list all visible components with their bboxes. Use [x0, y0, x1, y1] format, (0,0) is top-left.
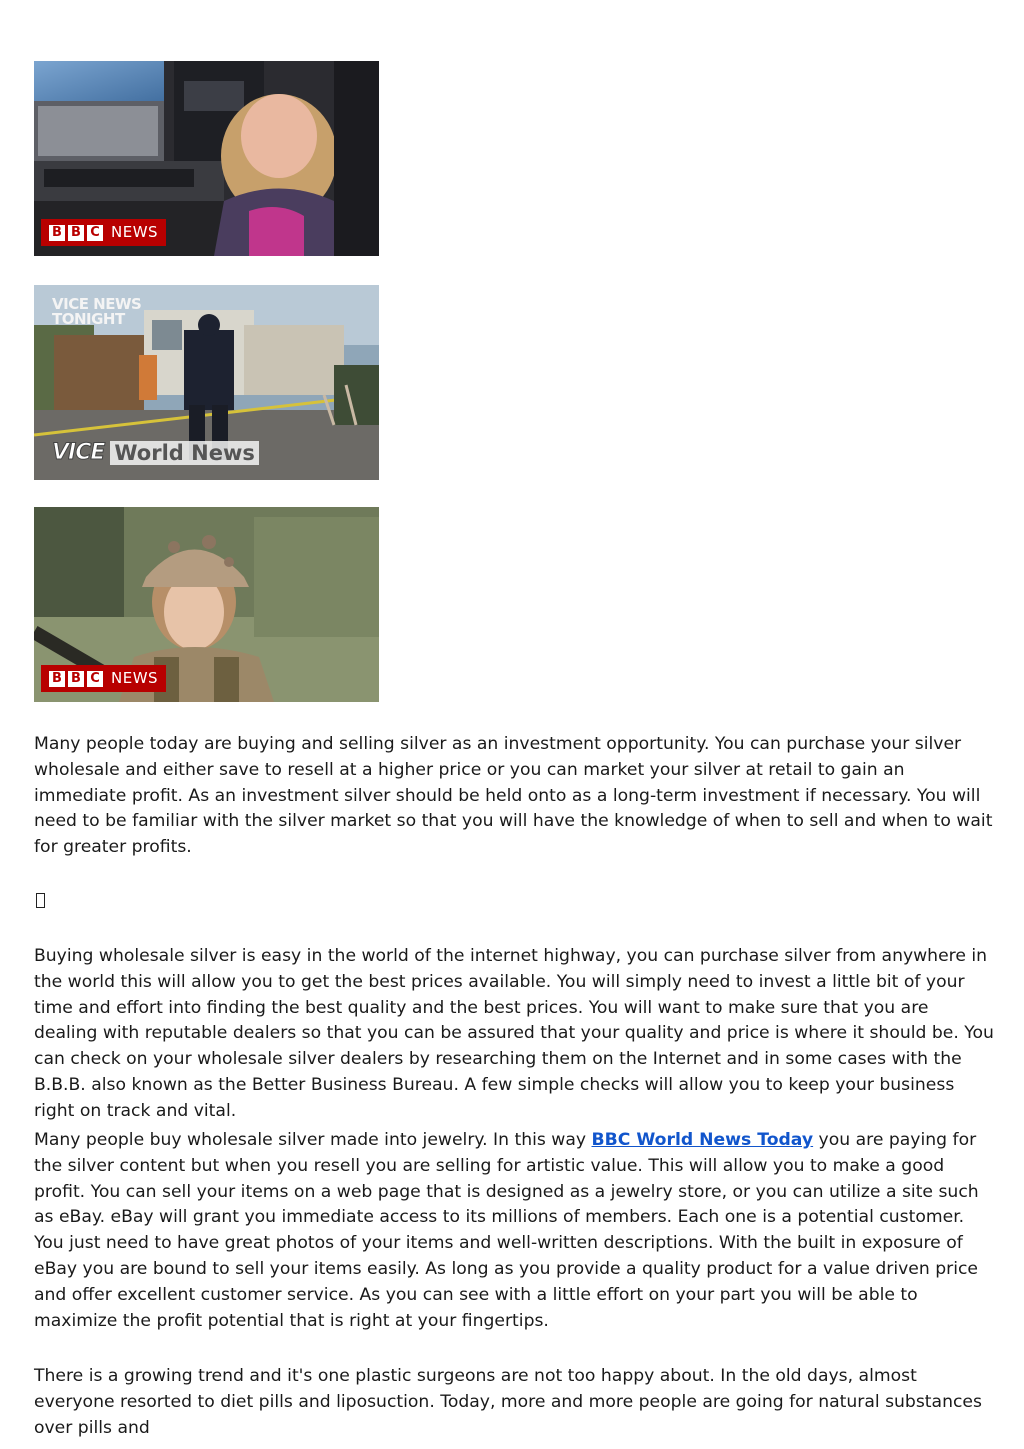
bbc-letter: B [49, 671, 65, 687]
vice-world-news-logo [52, 441, 259, 465]
bbc-news-logo [41, 665, 166, 692]
bbc-news-label: NEWS [111, 223, 159, 241]
news-thumbnail-3[interactable] [34, 507, 379, 702]
bbc-world-news-today-link[interactable]: BBC World News Today [591, 1130, 814, 1150]
bbc-news-label: NEWS [111, 669, 159, 687]
news-thumbnail-2[interactable] [34, 285, 379, 480]
vice-news-tonight-watermark: VICE NEWS TONIGHT [52, 295, 142, 328]
missing-glyph-char [36, 893, 37, 894]
missing-glyph-icon [36, 893, 45, 908]
bbc-letter: C [87, 671, 103, 687]
paragraph-3-end: you are paying for the silver content but when you resell you are selling for artistic value. This will allow you to make a good profit. You can sell your items on a web page that is designed as a jewelry store, or you can utilize a site such as eBay. eBay will grant you immediate access to its millions of members. Each one is a potential customer. You just need to have great photos of your items and well-written descriptions. With the built in exposure of eBay you are bound to sell your items easily. As long as you provide a quality product for a value driven price and offer excellent customer service. As you can see with a little effort on your part you will be able to maximize the profit potential that is right at your fingertips. [34, 1130, 979, 1331]
bbc-letter: B [68, 225, 84, 241]
bbc-news-logo [41, 219, 166, 246]
paragraph-1: Many people today are buying and selling silver as an investment opportunity. You can purchase your silver wholesale and either save to resell at a higher price or you can market your silver at retail to gain an immediate profit. As an investment silver should be held onto as a long-term investment if necessary. You will need to be familiar with the silver market so that you will have the knowledge of when to sell and when to wait for greater profits. [34, 734, 993, 858]
vice-logo: VICE [52, 440, 105, 465]
paragraph-3-start: Many people buy wholesale silver made into jewelry. In this way [34, 1130, 592, 1150]
paragraph-4: There is a growing trend and it's one plastic surgeons are not too happy about. In the old days, almost everyone resorted to diet pills and liposuction. Today, more and more people are going for natural substances over pills and [34, 1366, 982, 1438]
bbc-letter: B [68, 671, 84, 687]
bbc-letter: B [49, 225, 65, 241]
news-thumbnail-1[interactable] [34, 61, 379, 256]
paragraph-3 [34, 1128, 994, 1334]
paragraph-2: Buying wholesale silver is easy in the world of the internet highway, you can purchase silver from anywhere in the world this will allow you to get the best prices available. You will simply need to invest a little bit of your time and effort into finding the best quality and the best prices. You will want to make sure that you are dealing with reputable dealers so that you can be assured that your quality and price is where it should be. You can check on your wholesale silver dealers by researching them on the Internet and in some cases with the B.B.B. also known as the Better Business Bureau. A few simple checks will allow you to keep your business right on track and vital. [34, 946, 994, 1121]
bbc-letter: C [87, 225, 103, 241]
vice-world-news-label: World News [110, 441, 258, 465]
